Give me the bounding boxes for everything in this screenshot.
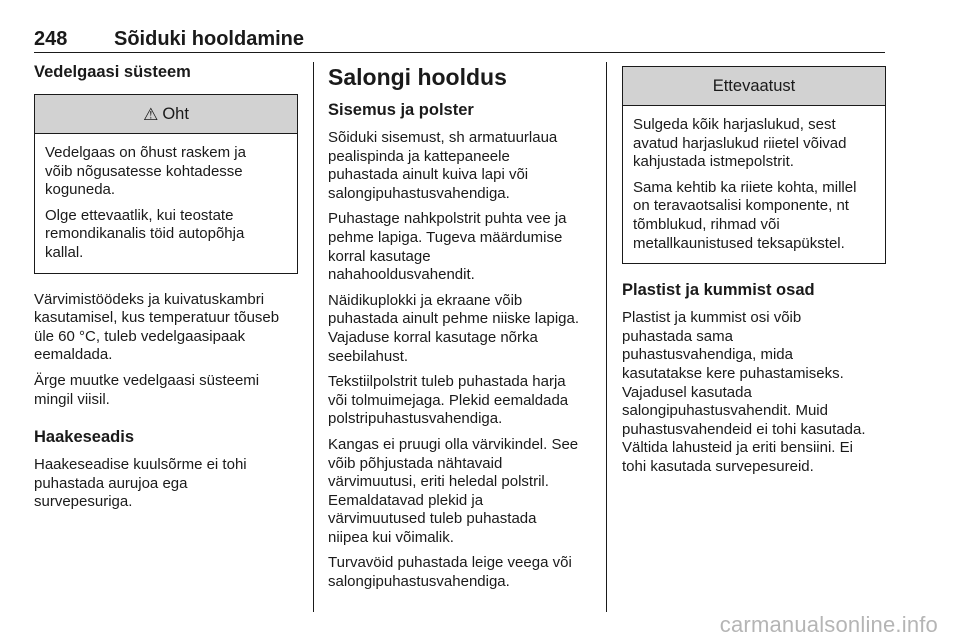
section-heading-plastic-rubber: Plastist ja kummist osad (622, 281, 815, 300)
upholstery-paragraph-5: Kangas ei pruugi olla värvikindel. See võib põhjustada nähtavaid värvimuutusi, eriti heledal polstril. Eemaldatavad plekid ja värvimuutused tuleb puhastada niipea kui võimalik. (328, 435, 579, 546)
danger-box-header (35, 95, 297, 134)
section-title-interior-care: Salongi hooldus (328, 64, 507, 90)
warning-triangle-icon: ⚠ (143, 104, 159, 124)
upholstery-paragraph-1: Sõiduki sisemust, sh armatuurlaua pealispinda ja kattepaneele puhastada ainult kuiva lapi või salongipuhastusvahendiga. (328, 129, 558, 202)
danger-text-2: Olge ettevaatlik, kui teostate remondikanalis töid autopõhja kallal. (45, 206, 245, 261)
column-divider (313, 62, 314, 612)
section-heading-towbar: Haakeseadis (34, 428, 134, 447)
upholstery-paragraph-3: Näidikuplokki ja ekraane võib puhastada ainult pehme niiske lapiga. Vajaduse korral kasutage nõrka seebilahust. (328, 291, 580, 365)
caution-text-2: Sama kehtib ka riiete kohta, millel on teravaotsalisi komponente, nt tõmblukud, rihmad või metallkaunistused teksapükstel. (633, 178, 857, 252)
danger-box-title: Oht (162, 104, 189, 123)
section-heading-lpg: Vedelgaasi süsteem (34, 63, 191, 81)
section-heading-upholstery: Sisemus ja polster (328, 101, 474, 119)
caution-box (622, 66, 886, 264)
watermark: carmanualsonline.info (719, 612, 938, 637)
lpg-paragraph-2: Ärge muutke vedelgaasi süsteemi mingil viisil. (34, 371, 260, 408)
caution-text-1: Sulgeda kõik harjaslukud, sest avatud harjaslukud riietel võivad kahjustada istmepolstrit. (633, 116, 847, 171)
page-header (34, 28, 885, 53)
upholstery-paragraph-2: Puhastage nahkpolstrit puhta vee ja pehme lapiga. Tugeva määrdumise korral kasutage nahahooldusvahendit. (328, 210, 567, 284)
caution-box-body (623, 106, 885, 263)
danger-box-body (35, 134, 297, 273)
towbar-paragraph: Haakeseadise kuulsõrme ei tohi puhastada aurujoa ega survepesuriga. (34, 456, 247, 511)
column-1 (34, 62, 298, 512)
danger-text-1: Vedelgaas on õhust raskem ja võib nõgusatesse kohtadesse koguneda. (45, 144, 246, 199)
plastic-rubber-paragraph: Plastist ja kummist osi võib puhastada sama puhastusvahendiga, mida kasutatakse kere puhastamiseks. Vajadusel kasutada salongipuhastusvahendit. Muid puhastusvahendeid ei tohi kasutada. Vältida lahusteid ja eriti bensiini. Ei tohi kasutada survepesureid. (622, 309, 866, 475)
upholstery-paragraph-4: Tekstiilpolstrit tuleb puhastada harja või tolmuimejaga. Plekid eemaldada polstripuhastusvahendiga. (328, 373, 569, 428)
page-number: 248 (34, 28, 68, 50)
column-3 (622, 66, 886, 477)
caution-box-title: Ettevaatust (712, 76, 796, 95)
column-divider (606, 62, 607, 612)
caution-box-header (623, 67, 885, 106)
upholstery-paragraph-6: Turvavöid puhastada leige veega või salongipuhastusvahendiga. (328, 554, 572, 591)
chapter-title: Sõiduki hooldamine (114, 28, 305, 50)
column-2 (328, 62, 596, 592)
danger-box (34, 94, 298, 274)
lpg-paragraph-1: Värvimistöödeks ja kuivatuskambri kasutamisel, kus temperatuur tõuseb üle 60 °C, tuleb vedelgaasipaak eemaldada. (34, 290, 280, 364)
